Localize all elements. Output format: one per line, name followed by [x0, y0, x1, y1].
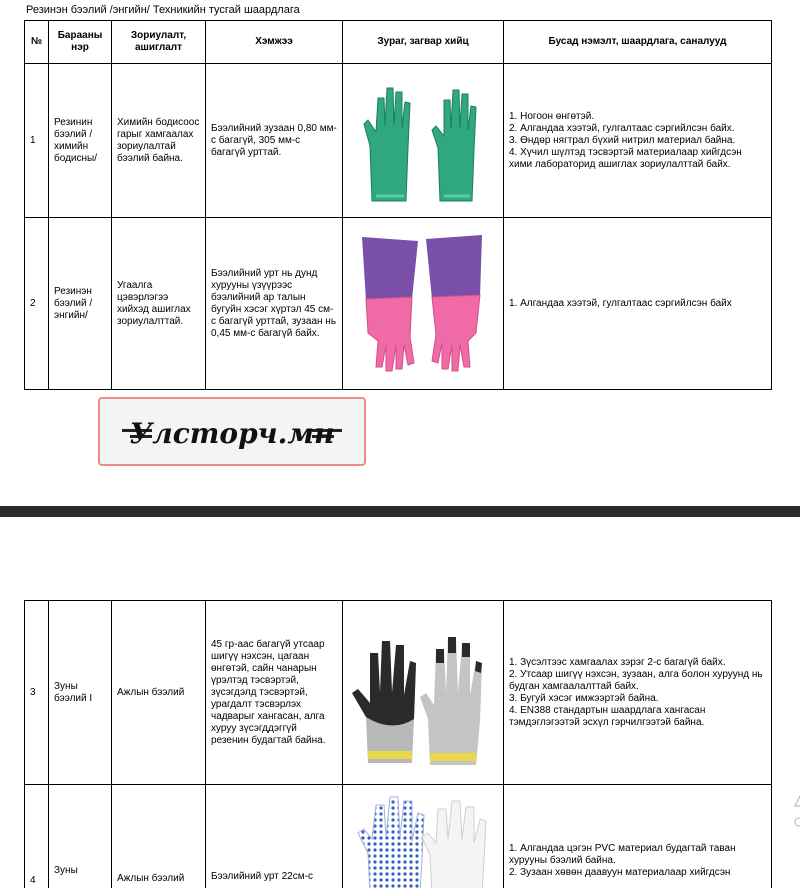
table-row	[25, 64, 772, 218]
watermark-text: Улсторч.мн	[129, 417, 335, 450]
pink-rubber-glove-icon	[348, 229, 498, 379]
product-image-cell	[343, 218, 504, 390]
row-number: 1	[25, 64, 49, 218]
table-row	[25, 785, 772, 888]
requirement-line: 2. Утсаар шигүү нэхсэн, зузаан, алга болон хуруунд нь будган хамгаалалттай байх.	[509, 668, 763, 692]
product-requirements	[504, 64, 772, 218]
product-usage: Угаалга цэвэрлэгээ хийхэд ашиглах зориулалттай.	[112, 218, 206, 390]
product-size: 45 гр-аас багагүй утсаар шигүү нэхсэн, цагаан өнгөтэй, сайн чанарын үрэлтэд тэсвэртэй, зүсэгдэлд тэсвэртэй, урагдалт тэсвэрлэх чадварыг хангасан, алга хуруу зүсэгддэггүй резенин будагтай байна.	[206, 601, 343, 785]
header-other: Бусад нэмэлт, шаардлага, саналууд	[504, 21, 772, 64]
green-nitrile-glove-icon	[358, 76, 488, 206]
requirement-line: 2. Зузаан хөвөн даавуун материалаар хийгдсэн	[509, 867, 731, 878]
product-usage: Химийн бодисоос гарыг хамгаалах зориулалтай бээлий байна.	[112, 64, 206, 218]
product-requirements	[504, 785, 772, 888]
page-separator	[0, 506, 800, 517]
watermark-wings-icon	[100, 399, 364, 464]
requirement-line: 3. Бугуй хэсэг имжээртэй байна.	[509, 692, 659, 704]
product-size: Бээлийний урт 22см-с	[206, 785, 343, 888]
document-title: Резинэн бээлий /энгийн/ Техникийн тусгай шаардлага	[26, 4, 300, 16]
requirement-line: 1. Алгандаа цэгэн PVC материал будагтай таван хурууны бээлий байна.	[509, 843, 736, 866]
table-row	[25, 218, 772, 390]
requirement-line: 2. Алгандаа хээтэй, гулгалтаас сэргийлсэн байх.	[509, 122, 735, 134]
product-requirements	[504, 601, 772, 785]
cut-resistant-glove-icon	[348, 613, 498, 773]
product-name: Зуны	[49, 785, 112, 888]
row-number: 4	[25, 785, 49, 888]
requirement-line: 4. Хүчил шүлтэд тэсвэртэй материалаар хийгдсэн хими лабораторид ашиглах зориулалттай байх.	[509, 146, 742, 170]
product-image-cell	[343, 785, 504, 888]
header-size: Хэмжээ	[206, 21, 343, 64]
header-usage: Зориулалт, ашиглалт	[112, 21, 206, 64]
product-usage: Ажлын бээлий	[112, 785, 206, 888]
requirement-line: 3. Өндөр нягтрал бүхий нитрил материал байна.	[509, 134, 736, 146]
requirement-line: 1. Алгандаа хээтэй, гулгалтаас сэргийлсэн байх	[509, 297, 732, 309]
product-size: Бээлийний урт нь дунд хурууны үзүүрээс бээлийний ар талын бугуйн хэсэг хүртэл 45 см-с багагүй урттай, зузаан нь 0,45 мм-с багагүй байх.	[206, 218, 343, 390]
header-no: №	[25, 21, 49, 64]
row-number: 2	[25, 218, 49, 390]
product-image-cell	[343, 601, 504, 785]
table-row	[25, 601, 772, 785]
row-number: 3	[25, 601, 49, 785]
watermark-logo	[98, 397, 366, 466]
header-image: Зураг, загвар хийц	[343, 21, 504, 64]
spec-table-page-1	[24, 20, 772, 390]
product-requirements	[504, 218, 772, 390]
header-name: Барааны нэр	[49, 21, 112, 64]
product-image-cell	[343, 64, 504, 218]
dotted-knit-glove-icon	[348, 793, 498, 888]
spec-table-page-2	[24, 600, 772, 888]
product-size: Бээлийний зузаан 0,80 мм-с багагүй, 305 мм-с багагүй урттай.	[206, 64, 343, 218]
table-header-row	[25, 21, 772, 64]
requirement-line: 1. Зүсэлтээс хамгаалах зэрэг 2-с багагүй байх.	[509, 656, 726, 668]
requirement-line: 4. EN388 стандартын шаардлага хангасан тэмдэглэгээтэй эсхүл гэрчилгээтэй байна.	[509, 704, 706, 728]
product-usage: Ажлын бээлий	[112, 601, 206, 785]
product-name: Резинин бээлий /химийн бодисны/	[49, 64, 112, 218]
product-name: Резинэн бээлий /энгийн/	[49, 218, 112, 390]
partial-scroll-arrow-icon	[792, 790, 800, 830]
product-name: Зуны бээлий I	[49, 601, 112, 785]
requirement-line: 1. Ногоон өнгөтэй.	[509, 110, 595, 122]
